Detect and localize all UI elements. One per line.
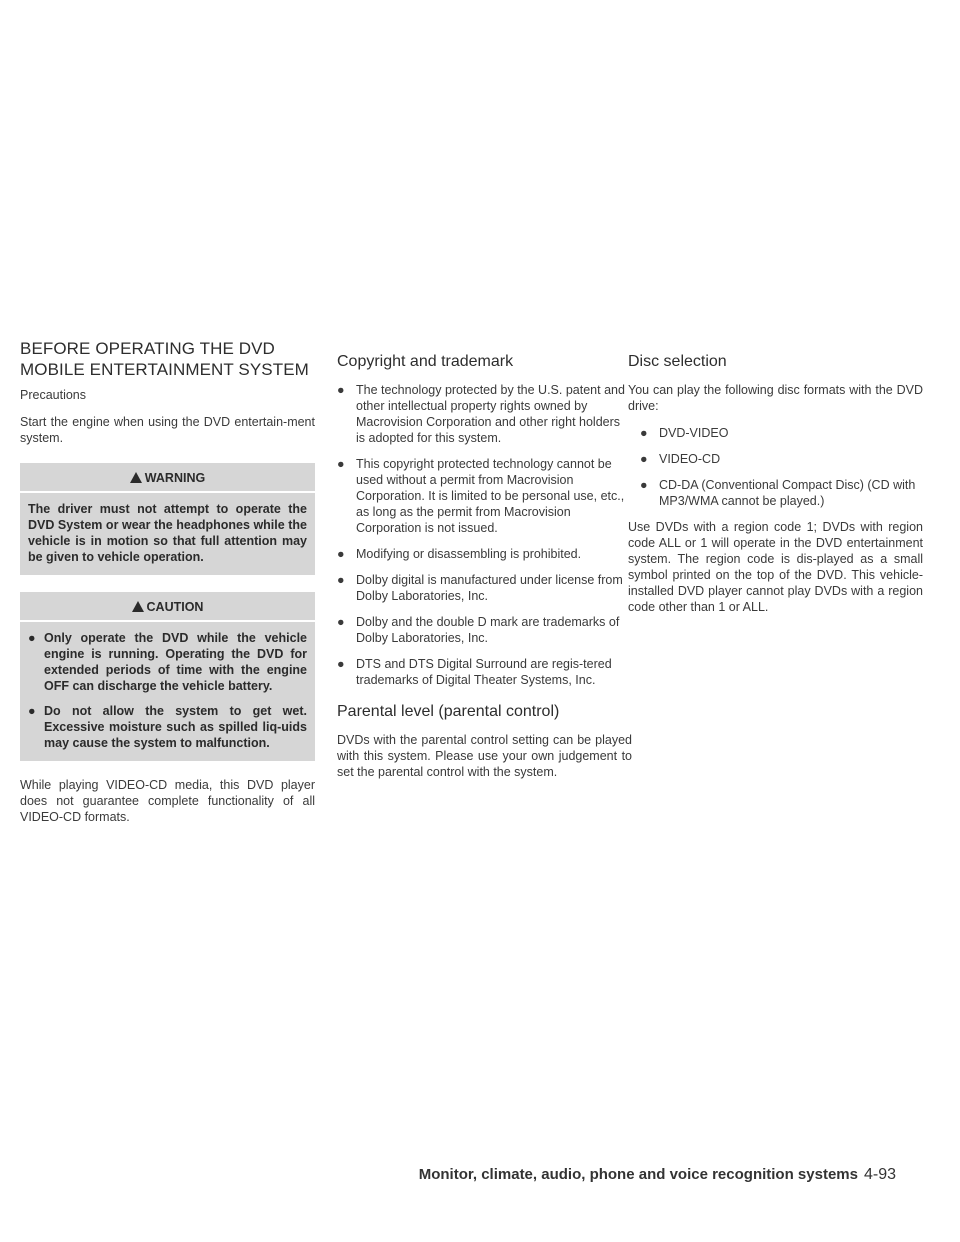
list-item: ● CD-DA (Conventional Compact Disc) (CD with MP3/WMA cannot be played.) xyxy=(640,478,916,508)
page-number: 4-93 xyxy=(863,1166,896,1183)
page-footer xyxy=(419,1166,896,1184)
caution-header xyxy=(20,592,315,622)
caution-item: ● Only operate the DVD while the vehicle engine is running. Operating the DVD for extended periods of time with the engine OFF can discharge the vehicle battery. xyxy=(28,631,307,693)
caution-body xyxy=(20,622,315,761)
disc-intro: You can play the following disc formats with the DVD drive: xyxy=(628,383,923,413)
copyright-list xyxy=(337,382,632,688)
bullet-icon: ● xyxy=(28,704,36,718)
bullet-icon: ● xyxy=(28,631,36,645)
caution-item: ● Do not allow the system to get wet. Excessive moisture such as spilled liq-uids may cause the system to malfunction. xyxy=(28,704,307,750)
region-text: Use DVDs with a region code 1; DVDs with region code ALL or 1 will operate in the DVD entertainment system. The region code is dis-played as a small symbol printed on the top of the DVD. This vehicle-installed DVD player cannot play DVDs with a region code other than 1 or ALL. xyxy=(628,520,923,614)
section-title: BEFORE OPERATING THE DVD MOBILE ENTERTAINMENT SYSTEM xyxy=(20,339,309,379)
list-item: ● The technology protected by the U.S. patent and other intellectual property rights owned by Macrovision Corporation and other right holders is adopted for this system. xyxy=(337,383,625,445)
footer-section: Monitor, climate, audio, phone and voice recognition systems xyxy=(418,1166,858,1183)
caution-label: CAUTION xyxy=(146,600,204,614)
caution-icon xyxy=(132,601,144,612)
precautions-label: Precautions xyxy=(20,388,87,402)
parental-title: Parental level (parental control) xyxy=(337,703,560,720)
bullet-icon: ● xyxy=(337,573,345,587)
column-right xyxy=(628,352,923,626)
list-item: ● Dolby digital is manufactured under license from Dolby Laboratories, Inc. xyxy=(337,573,623,603)
bullet-icon: ● xyxy=(337,615,345,629)
column-middle xyxy=(337,352,632,791)
list-item: ● VIDEO-CD xyxy=(640,452,721,466)
disc-list xyxy=(628,425,923,509)
bullet-icon: ● xyxy=(640,426,648,440)
bullet-icon: ● xyxy=(640,478,648,492)
bullet-icon: ● xyxy=(337,457,345,471)
video-cd-note: While playing VIDEO-CD media, this DVD player does not guarantee complete functionality of all VIDEO-CD formats. xyxy=(20,778,315,824)
warning-text: The driver must not attempt to operate the DVD System or wear the headphones while the vehicle is in motion so that full attention may be given to vehicle operation. xyxy=(28,502,307,564)
parental-text: DVDs with the parental control setting can be played with this system. Please use your own judgement to set the parental control with the system. xyxy=(337,733,632,779)
disc-title: Disc selection xyxy=(628,353,727,370)
column-left xyxy=(20,338,315,836)
warning-box xyxy=(20,463,315,575)
warning-label: WARNING xyxy=(144,471,206,485)
bullet-icon: ● xyxy=(337,547,345,561)
list-item: ● This copyright protected technology cannot be used without a permit from Macrovision Corporation. It is limited to be personal use, etc., as long as the permit from Macrovision Corporation is not issued. xyxy=(337,457,625,535)
bullet-icon: ● xyxy=(337,657,345,671)
copyright-title: Copyright and trademark xyxy=(337,353,514,370)
start-engine-text: Start the engine when using the DVD entertain-ment system. xyxy=(20,415,315,445)
warning-header xyxy=(20,463,315,493)
bullet-icon: ● xyxy=(640,452,648,466)
list-item: ● DVD-VIDEO xyxy=(640,426,729,440)
list-item: ● Modifying or disassembling is prohibited. xyxy=(337,547,582,561)
list-item: ● DTS and DTS Digital Surround are regis-tered trademarks of Digital Theater Systems, Inc. xyxy=(337,657,612,687)
warning-icon xyxy=(130,472,142,483)
list-item: ● Dolby and the double D mark are trademarks of Dolby Laboratories, Inc. xyxy=(337,615,620,645)
caution-box xyxy=(20,592,315,761)
bullet-icon: ● xyxy=(337,383,345,397)
